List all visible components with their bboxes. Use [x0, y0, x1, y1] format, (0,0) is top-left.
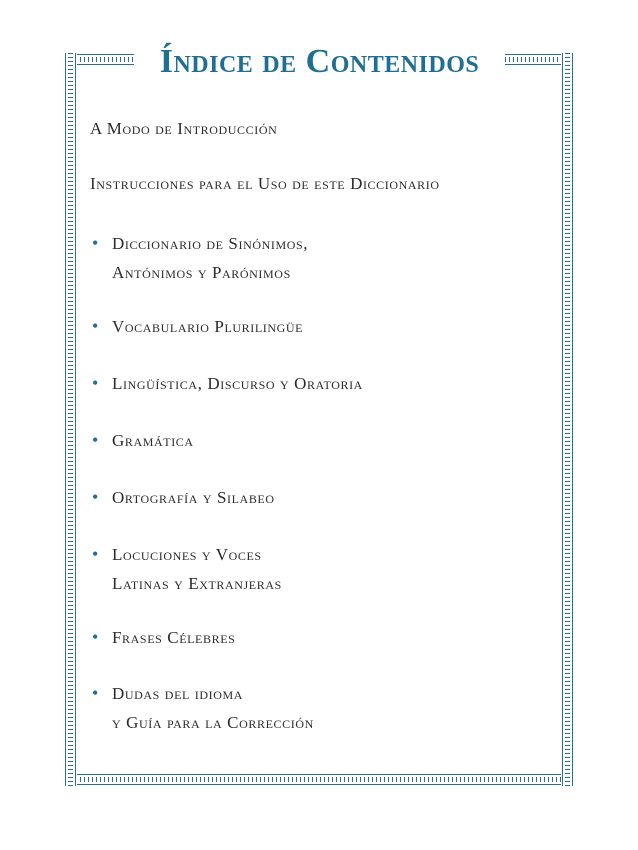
toc-entry-line: Antónimos y Parónimos — [112, 263, 291, 282]
bullet-icon: • — [92, 373, 99, 393]
bullet-icon: • — [92, 544, 99, 564]
bullet-icon: • — [92, 233, 99, 253]
toc-entry-label: Instrucciones para el Uso de este Diccionario — [90, 174, 440, 193]
toc-entry-intro[interactable] — [90, 114, 277, 143]
toc-entry-grammar[interactable] — [90, 426, 194, 455]
toc-entry-line: Dudas del idioma — [112, 684, 244, 703]
toc-entry-line: Lingüística, Discurso y Oratoria — [112, 374, 363, 393]
toc-entry-line: Diccionario de Sinónimos, — [112, 234, 309, 253]
toc-entry-line: Frases Célebres — [112, 628, 236, 647]
toc-entry-linguistics[interactable] — [90, 369, 363, 398]
bullet-icon: • — [92, 430, 99, 450]
bullet-icon: • — [92, 683, 99, 703]
toc-entry-label: A Modo de Introducción — [90, 119, 278, 138]
toc-entry-dictionary[interactable] — [90, 229, 308, 287]
toc-entry-line: Latinas y Extranjeras — [112, 574, 282, 593]
bullet-icon: • — [92, 627, 99, 647]
toc-entry-locutions[interactable] — [90, 540, 282, 598]
bullet-icon: • — [92, 316, 99, 336]
border-right — [561, 53, 574, 786]
toc-entry-doubts[interactable] — [90, 679, 314, 737]
toc-entry-orthography[interactable] — [90, 483, 275, 512]
toc-entry-quotes[interactable] — [90, 623, 235, 652]
toc-entry-line: Vocabulario Plurilingüe — [112, 317, 304, 336]
border-left — [64, 53, 77, 786]
border-bottom — [64, 773, 574, 786]
toc-entry-line: Gramática — [112, 431, 194, 450]
toc-entry-line: Ortografía y Silabeo — [112, 488, 275, 507]
toc-entry-vocabulary[interactable] — [90, 312, 303, 341]
bullet-icon: • — [92, 487, 99, 507]
toc-entry-instructions[interactable] — [90, 169, 440, 198]
page-title: Índice de Contenidos — [159, 43, 480, 80]
toc-entry-line: Locuciones y Voces — [112, 545, 262, 564]
toc-entry-line: y Guía para la Corrección — [112, 713, 314, 732]
